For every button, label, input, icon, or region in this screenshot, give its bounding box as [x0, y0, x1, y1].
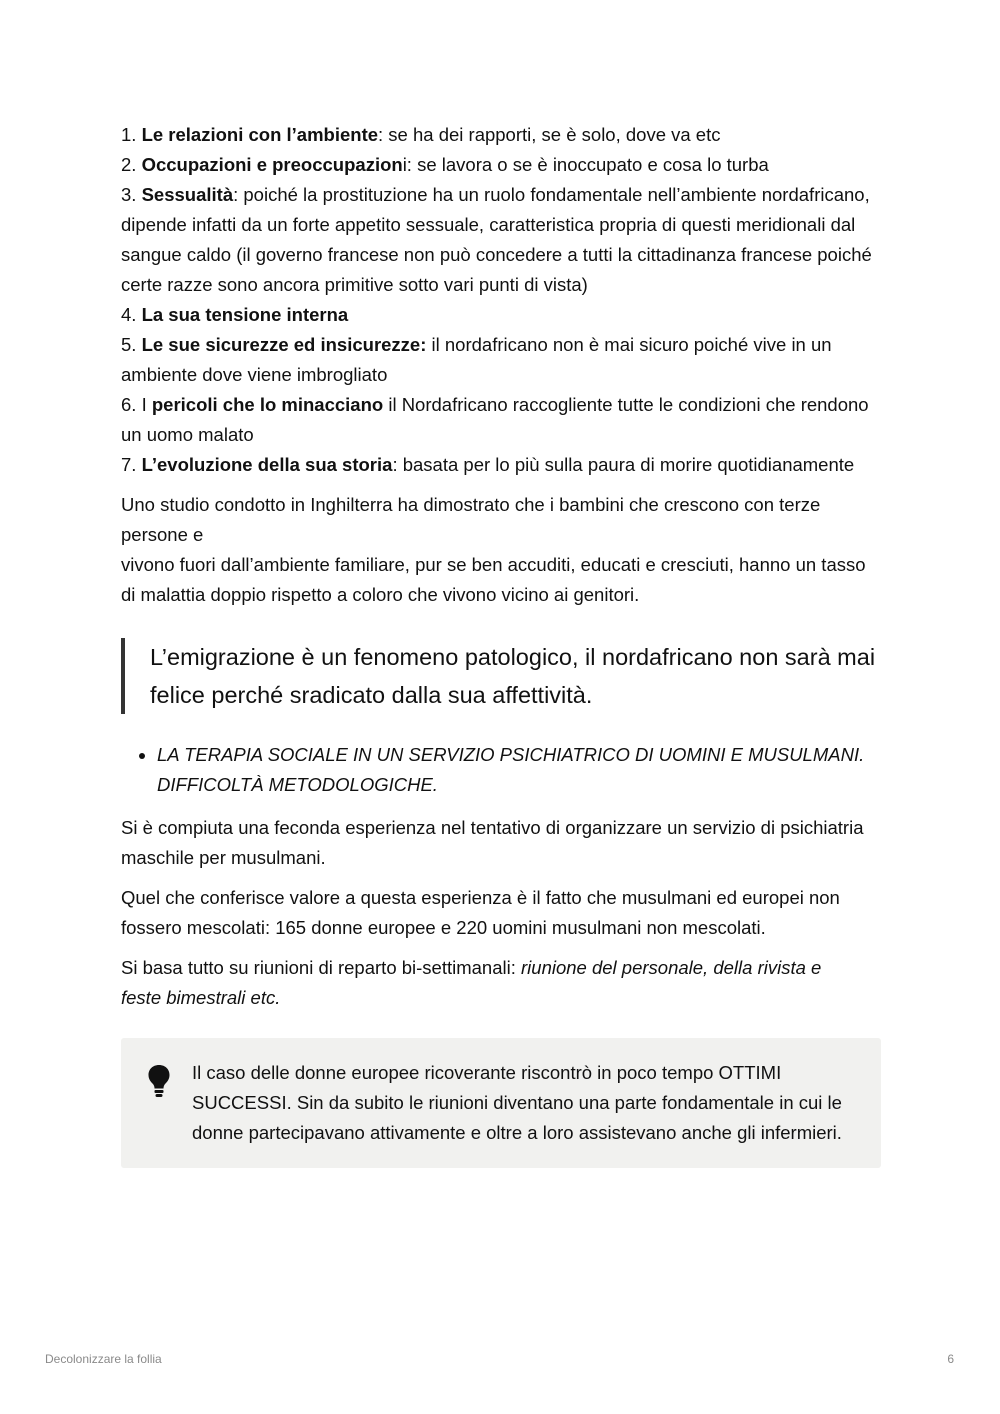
meetings-paragraph: [121, 953, 881, 1013]
list-item: 2. Occupazioni e preoccupazioni: se lavora o se è inoccupato e cosa lo turba: [121, 154, 769, 175]
lightbulb-icon: [147, 1064, 171, 1100]
document-body: [121, 120, 881, 1168]
list-item: 4. La sua tensione interna: [121, 304, 349, 325]
callout-box: [121, 1038, 881, 1168]
meetings-paragraph-first: [121, 953, 873, 983]
list-item: 7. L’evoluzione della sua storia: basata per lo più sulla paura di morire quotidianamente: [121, 454, 855, 475]
experience-paragraph: Si è compiuta una feconda esperienza nel tentativo di organizzare un servizio di psichiatria maschile per musulmani.: [121, 817, 864, 868]
value-paragraph: Quel che conferisce valore a questa esperienza è il fatto che musulmani ed europei non fossero mescolati: 165 donne europee e 220 uomini musulmani non mescolati.: [121, 887, 840, 938]
list-item: 1. Le relazioni con l’ambiente: se ha dei rapporti, se è solo, dove va etc: [121, 124, 721, 145]
list-item: 5. Le sue sicurezze ed insicurezze: il nordafricano non è mai sicuro poiché vive in un ambiente dove viene imbrogliato: [121, 334, 832, 385]
meetings-italic-text-1: riunione del personale, della rivista e: [521, 957, 822, 978]
page-number: 6: [947, 1352, 954, 1366]
pull-quote: L’emigrazione è un fenomeno patologico, il nordafricano non sarà mai felice perché sradicato dalla sua affettività.: [121, 638, 881, 714]
callout-text: Il caso delle donne europee ricoverante riscontrò in poco tempo OTTIMI SUCCESSI. Sin da subito le riunioni diventano una parte fondamentale in cui le donne partecipavano attivamente e oltre a loro assistevano anche gli infermieri.: [192, 1062, 842, 1143]
list-item: 3. Sessualità: poiché la prostituzione ha un ruolo fondamentale nell’ambiente nordafricano, dipende infatti da un forte appetito sessuale, caratteristica propria di questi meridionali dal sangue caldo (il governo francese non può concedere a tutti la cittadinanza francese poiché certe razze sono ancora primitive sotto vari punti di vista): [121, 184, 872, 295]
section-heading-bullet: • LA TERAPIA SOCIALE IN UN SERVIZIO PSICHIATRICO DI UOMINI E MUSULMANI. DIFFICOLTÀ METODOLOGICHE.: [157, 740, 881, 800]
list-item: 6. I pericoli che lo minacciano il Nordafricano raccogliente tutte le condizioni che rendono un uomo malato: [121, 394, 869, 445]
footer-title: Decolonizzare la follia: [45, 1352, 162, 1366]
meetings-plain-text: Si basa tutto su riunioni di reparto bi-settimanali:: [121, 957, 522, 978]
study-paragraph: [121, 490, 881, 610]
meetings-italic-text-2: feste bimestrali etc.: [121, 987, 281, 1008]
study-paragraph-line1: Uno studio condotto in Inghilterra ha dimostrato che i bambini che crescono con terze persone e: [121, 494, 821, 545]
numbered-list: [121, 120, 881, 480]
bullet-list: [121, 740, 881, 800]
study-paragraph-line2: vivono fuori dall’ambiente familiare, pur se ben accuditi, educati e cresciuti, hanno un tasso di malattia doppio rispetto a coloro che vivono vicino ai genitori.: [121, 554, 866, 605]
